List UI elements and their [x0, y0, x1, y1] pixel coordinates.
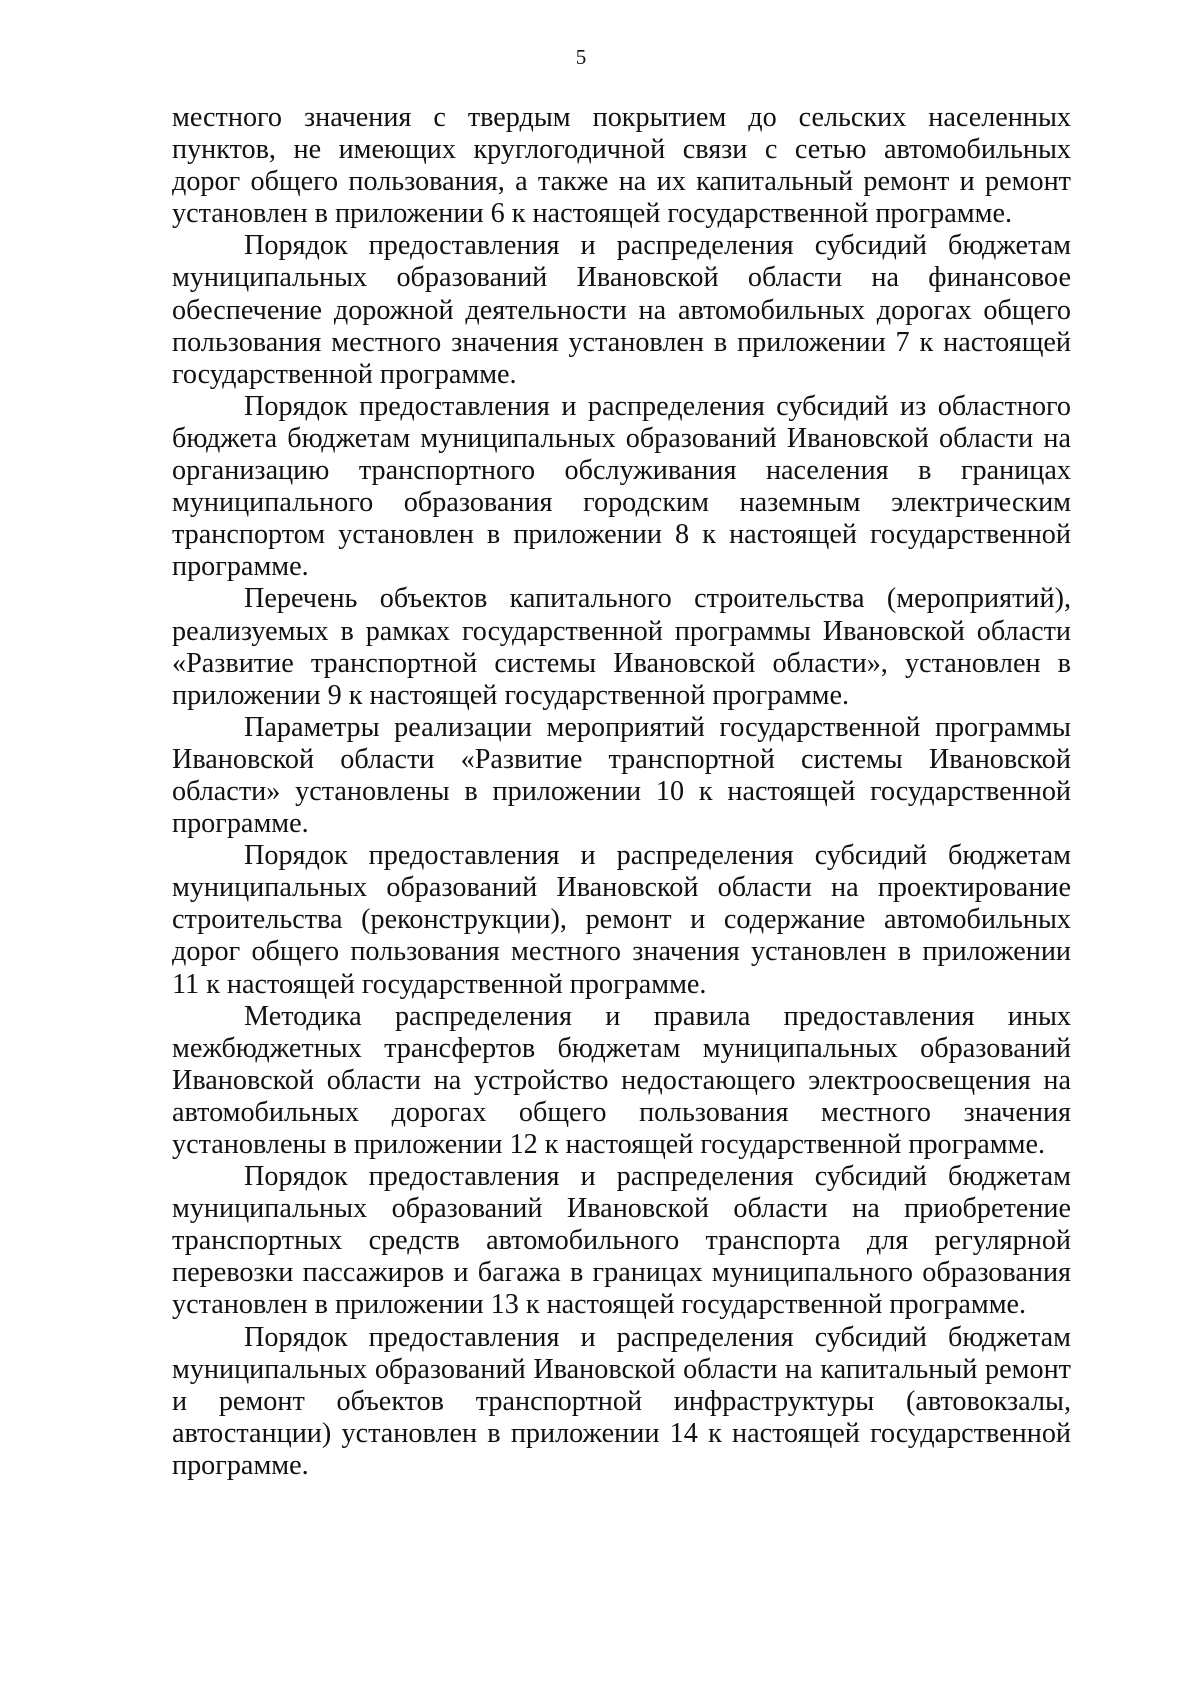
paragraph-appendix-14: Порядок предоставления и распределения субсидий бюджетам муниципальных образований Ивановской области на капитальный ремонт и ремонт объектов транспортной инфраструктуры (автовокзалы, автостанции) установлен в приложении 14 к настоящей государственной программе.: [172, 1321, 1071, 1481]
document-body: [172, 102, 1071, 1482]
paragraph-appendix-12: Методика распределения и правила предоставления иных межбюджетных трансфертов бюджетам муниципальных образований Ивановской области на устройство недостающего электроосвещения на автомобильных дорогах общего пользования местного значения установлены в приложении 12 к настоящей государственной программе.: [172, 1000, 1071, 1160]
paragraph-appendix-13: Порядок предоставления и распределения субсидий бюджетам муниципальных образований Ивановской области на приобретение транспортных средств автомобильного транспорта для регулярной перевозки пассажиров и багажа в границах муниципального образования установлен в приложении 13 к настоящей государственной программе.: [172, 1161, 1071, 1321]
paragraph-appendix-7: Порядок предоставления и распределения субсидий бюджетам муниципальных образований Ивановской области на финансовое обеспечение дорожной деятельности на автомобильных дорогах общего пользования местного значения установлен в приложении 7 к настоящей государственной программе.: [172, 230, 1071, 390]
paragraph-appendix-11: Порядок предоставления и распределения субсидий бюджетам муниципальных образований Ивановской области на проектирование строительства (реконструкции), ремонт и содержание автомобильных дорог общего пользования местного значения установлен в приложении 11 к настоящей государственной программе.: [172, 840, 1071, 1000]
paragraph-continued: местного значения с твердым покрытием до сельских населенных пунктов, не имеющих круглогодичной связи с сетью автомобильных дорог общего пользования, а также на их капитальный ремонт и ремонт установлен в приложении 6 к настоящей государственной программе.: [172, 102, 1071, 230]
paragraph-appendix-8: Порядок предоставления и распределения субсидий из областного бюджета бюджетам муниципальных образований Ивановской области на организацию транспортного обслуживания населения в границах муниципального образования городским наземным электрическим транспортом установлен в приложении 8 к настоящей государственной программе.: [172, 390, 1071, 583]
paragraph-appendix-9: Перечень объектов капитального строительства (мероприятий), реализуемых в рамках государственной программы Ивановской области «Развитие транспортной системы Ивановской области», установлен в приложении 9 к настоящей государственной программе.: [172, 583, 1071, 711]
paragraph-appendix-10: Параметры реализации мероприятий государственной программы Ивановской области «Развитие транспортной системы Ивановской области» установлены в приложении 10 к настоящей государственной программе.: [172, 711, 1071, 840]
page-number: 5: [575, 45, 587, 69]
